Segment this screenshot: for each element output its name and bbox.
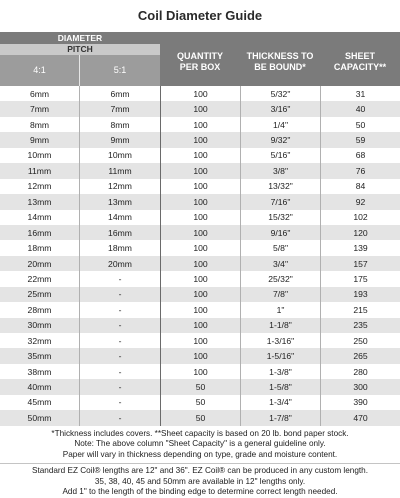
capacity-cell: 40 — [320, 101, 400, 116]
pitch-5-1-cell: 18mm — [79, 240, 160, 255]
pitch-5-1-cell: 13mm — [79, 194, 160, 209]
table-row — [0, 210, 400, 225]
table-row — [0, 225, 400, 240]
quantity-cell: 50 — [160, 395, 240, 410]
pitch-5-1-cell: - — [79, 271, 160, 286]
footnote-line: *Thickness includes covers. **Sheet capacity is based on 20 lb. bond paper stock. — [51, 428, 349, 438]
quantity-cell: 100 — [160, 225, 240, 240]
table-row — [0, 256, 400, 271]
capacity-cell: 84 — [320, 179, 400, 194]
capacity-cell: 157 — [320, 256, 400, 271]
pitch-4-1-cell: 18mm — [27, 243, 52, 254]
pitch-4-1-cell: 10mm — [27, 150, 52, 161]
capacity-cell: 250 — [320, 333, 400, 348]
capacity-cell: 215 — [320, 302, 400, 317]
thickness-cell: 1/4" — [240, 117, 320, 132]
table-row — [0, 148, 400, 163]
table-row — [0, 132, 400, 147]
table-row — [0, 318, 400, 333]
diameter-header: DIAMETER — [57, 33, 103, 43]
divider — [0, 463, 400, 464]
pitch-4-1-cell: 6mm — [29, 88, 50, 99]
thickness-cell: 7/16" — [240, 194, 320, 209]
quantity-cell: 100 — [160, 287, 240, 302]
table-row — [0, 194, 400, 209]
table-row — [0, 333, 400, 348]
footnote-line: Add 1" to the length of the binding edge to determine correct length needed. — [62, 487, 338, 497]
thickness-cell: 1-1/8" — [240, 318, 320, 333]
thickness-header: THICKNESS TO BE BOUND* — [246, 51, 314, 72]
pitch-4-1-cell: 7mm — [29, 104, 50, 115]
pitch-5-1-cell: 10mm — [79, 148, 160, 163]
table-row — [0, 101, 400, 116]
capacity-cell: 300 — [320, 379, 400, 394]
pitch-5-1-cell: - — [79, 287, 160, 302]
pitch-4-1-cell: 14mm — [27, 212, 52, 223]
capacity-cell: 193 — [320, 287, 400, 302]
quantity-cell: 100 — [160, 117, 240, 132]
table-header — [0, 32, 400, 86]
thickness-cell: 1-5/16" — [240, 348, 320, 363]
footnote-line: Paper will vary in thickness depending on type, grade and moisture content. — [62, 449, 338, 459]
quantity-cell: 100 — [160, 364, 240, 379]
thickness-cell: 1" — [240, 302, 320, 317]
thickness-cell: 13/32" — [240, 179, 320, 194]
thickness-cell: 3/16" — [240, 101, 320, 116]
pitch-4-1-cell: 20mm — [27, 258, 52, 269]
footnote-line: Standard EZ Coil® lengths are 12" and 36". EZ Coil® can be produced in any custom length. — [31, 466, 368, 476]
table-row — [0, 302, 400, 317]
quantity-cell: 100 — [160, 256, 240, 271]
pitch-4-1-cell: 12mm — [27, 181, 52, 192]
table-body — [0, 86, 400, 426]
pitch-5-1-cell: 9mm — [79, 132, 160, 147]
thickness-cell: 25/32" — [240, 271, 320, 286]
quantity-cell: 100 — [160, 210, 240, 225]
table-row — [0, 240, 400, 255]
thickness-cell: 1-3/16" — [240, 333, 320, 348]
table-row — [0, 379, 400, 394]
quantity-cell: 100 — [160, 302, 240, 317]
pitch-4-1-cell: 38mm — [27, 366, 52, 377]
quantity-cell: 100 — [160, 240, 240, 255]
pitch-4-1-cell: 35mm — [27, 351, 52, 362]
quantity-cell: 100 — [160, 163, 240, 178]
pitch-4-1-cell: 22mm — [27, 273, 52, 284]
pitch-5-1-cell: 12mm — [79, 179, 160, 194]
thickness-cell: 9/16" — [240, 225, 320, 240]
table-row — [0, 410, 400, 425]
pitch-4-1-cell: 16mm — [27, 227, 52, 238]
table-row — [0, 163, 400, 178]
thickness-cell: 5/32" — [240, 86, 320, 101]
pitch-4-1-cell: 11mm — [27, 165, 52, 176]
pitch-4-1-cell: 9mm — [29, 135, 50, 146]
page-title: Coil Diameter Guide — [137, 8, 263, 23]
capacity-cell: 68 — [320, 148, 400, 163]
quantity-cell: 100 — [160, 86, 240, 101]
table-row — [0, 179, 400, 194]
pitch-5-1-cell: 20mm — [79, 256, 160, 271]
thickness-cell: 1-7/8" — [240, 410, 320, 425]
capacity-cell: 280 — [320, 364, 400, 379]
quantity-cell: 100 — [160, 318, 240, 333]
quantity-cell: 100 — [160, 333, 240, 348]
pitch-5-1-cell: 11mm — [79, 163, 160, 178]
capacity-cell: 390 — [320, 395, 400, 410]
pitch-5-1-cell: - — [79, 333, 160, 348]
table-row — [0, 271, 400, 286]
pitch-4-1-cell: 28mm — [27, 304, 52, 315]
pitch-5-1-cell: - — [79, 302, 160, 317]
thickness-cell: 9/32" — [240, 132, 320, 147]
capacity-cell: 120 — [320, 225, 400, 240]
pitch-5-1-cell: 16mm — [79, 225, 160, 240]
table-row — [0, 86, 400, 101]
quantity-cell: 100 — [160, 194, 240, 209]
capacity-cell: 50 — [320, 117, 400, 132]
capacity-cell: 92 — [320, 194, 400, 209]
table-row — [0, 287, 400, 302]
pitch-5-1-cell: - — [79, 318, 160, 333]
thickness-cell: 15/32" — [240, 210, 320, 225]
quantity-cell: 100 — [160, 348, 240, 363]
quantity-cell: 100 — [160, 132, 240, 147]
capacity-cell: 235 — [320, 318, 400, 333]
table-row — [0, 117, 400, 132]
quantity-cell: 100 — [160, 148, 240, 163]
capacity-cell: 265 — [320, 348, 400, 363]
pitch-5-1-cell: 6mm — [79, 86, 160, 101]
pitch-4-1-cell: 8mm — [29, 119, 50, 130]
table-row — [0, 348, 400, 363]
thickness-cell: 1-5/8" — [240, 379, 320, 394]
thickness-cell: 3/4" — [240, 256, 320, 271]
quantity-cell: 100 — [160, 271, 240, 286]
pitch-5-1-cell: - — [79, 379, 160, 394]
quantity-cell: 100 — [160, 101, 240, 116]
pitch-5-1-cell: - — [79, 410, 160, 425]
quantity-cell: 50 — [160, 410, 240, 425]
pitch-5-1-cell: - — [79, 395, 160, 410]
thickness-cell: 3/8" — [240, 163, 320, 178]
pitch-4-1-cell: 25mm — [27, 289, 52, 300]
pitch-4-1-cell: 32mm — [27, 335, 52, 346]
pitch-4-1-cell: 50mm — [27, 412, 52, 423]
quantity-header: QUANTITY PER BOX — [177, 51, 223, 72]
pitch-header: PITCH — [0, 44, 160, 55]
quantity-cell: 100 — [160, 179, 240, 194]
table-row — [0, 364, 400, 379]
pitch-5-1-cell: - — [79, 348, 160, 363]
pitch-5-1-header: 5:1 — [80, 55, 160, 86]
pitch-4-1-cell: 13mm — [27, 196, 52, 207]
pitch-5-1-cell: 8mm — [79, 117, 160, 132]
table-row — [0, 395, 400, 410]
capacity-cell: 76 — [320, 163, 400, 178]
capacity-cell: 59 — [320, 132, 400, 147]
thickness-cell: 5/16" — [240, 148, 320, 163]
thickness-cell: 1-3/4" — [240, 395, 320, 410]
pitch-5-1-cell: - — [79, 364, 160, 379]
footnote-line: 35, 38, 40, 45 and 50mm are available in 12" lengths only. — [94, 476, 306, 486]
pitch-5-1-cell: 7mm — [79, 101, 160, 116]
capacity-cell: 139 — [320, 240, 400, 255]
footnote-line: Note: The above column "Sheet Capacity" is a general guideline only. — [74, 439, 326, 449]
pitch-4-1-cell: 30mm — [27, 320, 52, 331]
capacity-cell: 175 — [320, 271, 400, 286]
pitch-4-1-cell: 45mm — [27, 397, 52, 408]
pitch-4-1-header: 4:1 — [0, 55, 79, 86]
pitch-4-1-cell: 40mm — [27, 382, 52, 393]
capacity-cell: 102 — [320, 210, 400, 225]
thickness-cell: 5/8" — [240, 240, 320, 255]
capacity-cell: 31 — [320, 86, 400, 101]
footnotes — [0, 426, 400, 498]
capacity-header: SHEET CAPACITY** — [333, 51, 387, 72]
capacity-cell: 470 — [320, 410, 400, 425]
thickness-cell: 7/8" — [240, 287, 320, 302]
pitch-5-1-cell: 14mm — [79, 210, 160, 225]
thickness-cell: 1-3/8" — [240, 364, 320, 379]
quantity-cell: 50 — [160, 379, 240, 394]
